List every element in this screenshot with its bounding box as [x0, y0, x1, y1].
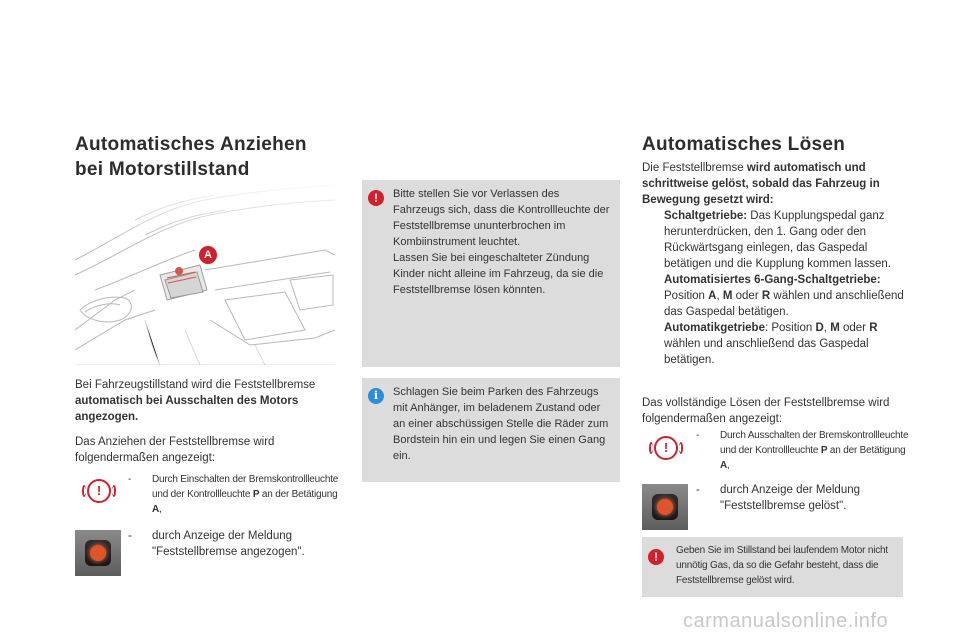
watermark: carmanualsonline.info	[683, 610, 889, 632]
bullet-item-6gang	[642, 272, 907, 320]
b2-m: M	[722, 290, 733, 302]
b2-pre: Position	[664, 290, 705, 302]
left-item2-text: durch Anzeige der Meldung "Feststellbremse angezogen".	[152, 530, 305, 558]
b1-text: Das Kupplungspedal ganz herunterdrücken, den 1. Gang oder den Rückwärtsgang einlegen, das Gaspedal betätigen und die Kupplung kommen lassen.	[664, 210, 891, 270]
left-title-line1: Automatisches Anziehen	[75, 134, 307, 155]
right-item1-bold2: A	[720, 460, 728, 471]
b3-m: M	[830, 322, 840, 334]
b2-r: R	[761, 290, 771, 302]
info-text: Schlagen Sie beim Parken des Fahrzeugs mit Anhänger, im beladenem Zustand oder an einer abschüssigen Stelle die Räder zum Bordstein hin ein und legen Sie einen Gang ein.	[393, 386, 609, 462]
warning-text	[393, 186, 613, 298]
b2-text: wählen und anschließend das Gaspedal betätigen.	[664, 290, 904, 318]
right-item1-dash: -	[696, 430, 700, 441]
b1-label: Schaltgetriebe:	[664, 210, 748, 222]
warning-icon: !	[368, 190, 384, 206]
left-para1-bold: automatisch bei Ausschalten des Motors angezogen.	[75, 395, 299, 423]
b2-sep: ,	[716, 290, 720, 302]
parking-brake-illustration	[75, 180, 335, 365]
b3-sep: ,	[823, 322, 827, 334]
b3-d: D	[815, 322, 824, 334]
right-title: Automatisches Lösen	[642, 134, 846, 155]
note-text: Geben Sie im Stillstand bei laufendem Motor nicht unnötig Gas, da so die Gefahr besteht, dass die Feststellbremse gelöst wird.	[676, 545, 888, 586]
note-box	[642, 537, 903, 597]
left-item1-bold: P	[252, 489, 260, 500]
parking-brake-switch-icon	[642, 484, 688, 530]
bullet-item-schaltgetriebe	[642, 208, 907, 272]
label-a-badge: A	[199, 246, 217, 264]
b2-a: A	[708, 290, 717, 302]
bullet-item-automatik	[642, 320, 907, 368]
right-intro	[642, 160, 907, 208]
right-bullets	[642, 208, 907, 368]
left-title	[75, 132, 307, 182]
info-box	[362, 378, 620, 482]
warning-box	[362, 180, 620, 367]
left-para1-normal: Bei Fahrzeugstillstand wird die Feststellbremse	[75, 379, 316, 391]
left-item2	[128, 528, 343, 560]
left-item1-text2: an der Betätigung	[261, 489, 338, 500]
left-item1-bold2: A	[152, 504, 160, 515]
b2-label: Automatisiertes 6-Gang-Schaltgetriebe:	[664, 274, 881, 286]
info-icon: i	[368, 388, 384, 404]
right-item1-text2: an der Betätigung	[829, 445, 906, 456]
left-item1-end: ,	[159, 504, 162, 515]
right-item2-text: durch Anzeige der Meldung "Feststellbremse gelöst".	[720, 484, 861, 512]
b3-label: Automatikgetriebe	[664, 322, 765, 334]
warning-icon: !	[648, 549, 664, 565]
right-item1-text1: Durch Ausschalten der Bremskontrollleuchte und der Kontrollleuchte	[720, 430, 909, 456]
console-drawing	[75, 180, 335, 365]
left-item1-text1: Durch Einschalten der Bremskontrollleuchte und der Kontrollleuchte	[152, 474, 339, 500]
parking-brake-switch-icon	[75, 530, 121, 576]
left-item1-dash: -	[128, 474, 132, 485]
b3-pre: : Position	[764, 322, 813, 334]
b3-r: R	[869, 322, 878, 334]
warning-text-1: Bitte stellen Sie vor Verlassen des Fahrzeugs sich, dass die Kontrollleuchte der Feststellbremse ununterbrochen im Kombiinstrument leuchtet.	[393, 188, 610, 248]
left-item2-dash: -	[128, 530, 132, 542]
left-title-line2: bei Motorstillstand	[75, 159, 250, 180]
right-para2: Das vollständige Lösen der Feststellbremse wird folgendermaßen angezeigt:	[642, 397, 890, 425]
right-item2-dash: -	[696, 484, 700, 496]
brake-warning-icon: !	[87, 479, 111, 503]
b3-text: wählen und anschließend das Gaspedal betätigen.	[664, 338, 869, 366]
left-para1	[75, 377, 345, 425]
warning-text-2: Lassen Sie bei eingeschalteter Zündung Kinder nicht alleine im Fahrzeug, da sie die Feststellbremse lösen könnten.	[393, 252, 604, 296]
left-para2: Das Anziehen der Feststellbremse wird folgendermaßen angezeigt:	[75, 436, 275, 464]
b2-or: oder	[735, 290, 759, 302]
brake-warning-icon: !	[654, 436, 678, 460]
right-intro-normal: Die Feststellbremse	[642, 162, 744, 174]
right-item1	[696, 428, 911, 473]
left-item1	[128, 472, 343, 517]
right-intro-bold: wird automatisch und schrittweise gelöst, sobald das Fahrzeug in Bewegung gesetzt wird:	[642, 162, 880, 206]
right-item1-bold: P	[820, 445, 828, 456]
right-item2	[696, 482, 911, 514]
b3-or: oder	[843, 322, 867, 334]
right-item1-end: ,	[727, 460, 730, 471]
